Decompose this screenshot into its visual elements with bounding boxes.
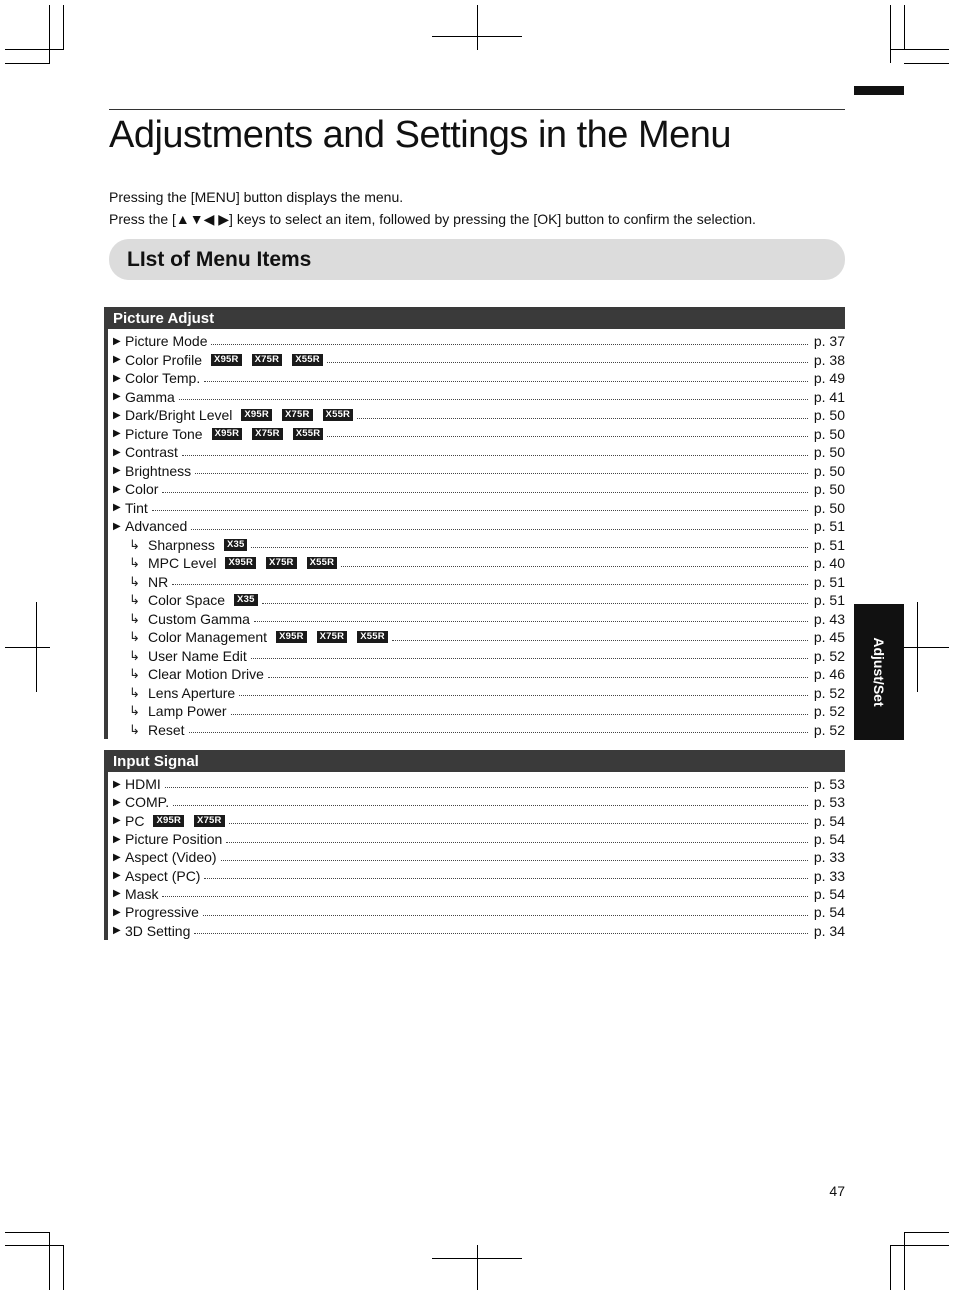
dot-leader [179,399,808,400]
menu-item-row [108,536,845,555]
page-reference: p. 50 [813,407,845,424]
intro-text [109,186,756,230]
return-arrow-icon: ↳ [129,536,140,552]
header-tab-bar [854,86,904,95]
dot-leader [172,584,808,585]
model-badge: X55R [293,428,324,440]
page-reference: p. 37 [813,333,845,350]
menu-item-row [108,885,845,903]
model-badge: X55R [357,631,388,643]
dot-leader [231,714,808,715]
menu-item-label: NR [148,573,169,590]
page-reference: p. 34 [813,922,845,939]
model-badge: X95R [153,815,184,827]
menu-item-row [108,480,845,499]
dot-leader [203,915,808,916]
return-arrow-icon: ↳ [129,684,140,700]
menu-item-row [108,610,845,629]
menu-item-row [108,443,845,462]
dot-leader [152,510,808,511]
menu-item-row [108,351,845,370]
menu-item-row [108,903,845,921]
page-reference: p. 50 [813,481,845,498]
menu-item-label: Contrast [125,444,178,461]
return-arrow-icon: ↳ [129,721,140,737]
triangle-right-icon: ▶ [113,428,121,440]
model-badge: X35 [234,594,258,606]
dot-leader [262,603,808,604]
page-reference: p. 52 [813,647,845,664]
menu-item-label: COMP. [125,794,170,811]
model-badge: X95R [276,631,307,643]
dot-leader [195,473,808,474]
return-arrow-icon: ↳ [129,573,140,589]
page-reference: p. 54 [813,904,845,921]
page-reference: p. 43 [813,610,845,627]
menu-item-label: Aspect (PC) [125,867,201,884]
dot-leader [229,823,808,824]
page-reference: p. 50 [813,499,845,516]
page-reference: p. 51 [813,518,845,535]
page-reference: p. 41 [813,388,845,405]
model-badges [212,428,324,440]
page-reference: p. 53 [813,794,845,811]
triangle-right-icon: ▶ [113,409,121,421]
dot-leader [251,658,808,659]
menu-item-label: Progressive [125,904,199,921]
triangle-right-icon: ▶ [113,833,121,845]
menu-item-row [108,628,845,647]
page-reference: p. 51 [813,592,845,609]
menu-item-label: Sharpness [148,536,215,553]
menu-item-label: Color Space [148,592,226,609]
triangle-right-icon: ▶ [113,778,121,790]
page-reference: p. 50 [813,425,845,442]
dot-leader [211,344,808,345]
page-reference: p. 52 [813,721,845,738]
model-badge: X75R [252,354,283,366]
dot-leader [239,695,808,696]
triangle-right-icon: ▶ [113,870,121,882]
menu-item-label: Tint [125,499,148,516]
dot-leader [327,362,808,363]
return-arrow-icon: ↳ [129,666,140,682]
menu-item-label: 3D Setting [125,922,191,939]
triangle-right-icon: ▶ [113,335,121,347]
side-tab [854,604,904,740]
list-heading: LIst of Menu Items [127,248,312,271]
menu-item-label: Gamma [125,388,175,405]
menu-item-row [108,573,845,592]
menu-item-row [108,921,845,939]
dot-leader [182,455,808,456]
menu-item-row [108,830,845,848]
model-badge: X75R [194,815,225,827]
page-reference: p. 49 [813,370,845,387]
menu-item-row [108,848,845,866]
menu-item-label: Reset [148,721,185,738]
menu-item-row [108,499,845,518]
menu-item-row [108,425,845,444]
menu-item-row [108,665,845,684]
intro-line: Pressing the [MENU] button displays the menu. [109,189,404,205]
page-reference: p. 40 [813,555,845,572]
dot-leader [341,566,808,567]
dot-leader [191,529,808,530]
triangle-right-icon: ▶ [113,906,121,918]
triangle-right-icon: ▶ [113,391,121,403]
triangle-right-icon: ▶ [113,465,121,477]
page-reference: p. 54 [813,885,845,902]
menu-item-row [108,554,845,573]
menu-item-label: Dark/Bright Level [125,407,233,424]
model-badge: X55R [292,354,323,366]
menu-item-label: Color Profile [125,351,203,368]
menu-item-label: Color [125,481,159,498]
menu-item-label: Lamp Power [148,703,227,720]
model-badge: X75R [282,409,313,421]
model-badge: X95R [212,428,243,440]
model-badges [211,354,323,366]
menu-item-row [108,647,845,666]
menu-item-label: Mask [125,885,159,902]
dot-leader [268,677,808,678]
menu-item-label: Color Management [148,629,268,646]
page-reference: p. 33 [813,867,845,884]
side-tab-label: Adjust/Set [871,637,887,707]
model-badge: X95R [225,557,256,569]
return-arrow-icon: ↳ [129,629,140,645]
model-badges [276,631,388,643]
menu-item-label: User Name Edit [148,647,247,664]
model-badge: X75R [252,428,283,440]
menu-item-label: Advanced [125,518,188,535]
menu-item-row [108,793,845,811]
model-badge: X75R [266,557,297,569]
model-badge: X75R [317,631,348,643]
dot-leader [251,547,808,548]
return-arrow-icon: ↳ [129,592,140,608]
model-badges [241,409,353,421]
menu-item-row [108,462,845,481]
section-title: Picture Adjust [107,307,845,329]
triangle-right-icon: ▶ [113,851,121,863]
page-reference: p. 54 [813,812,845,829]
model-badge: X95R [211,354,242,366]
page-reference: p. 46 [813,666,845,683]
triangle-right-icon: ▶ [113,888,121,900]
dot-leader [194,933,808,934]
return-arrow-icon: ↳ [129,610,140,626]
dot-leader [162,896,808,897]
menu-item-row [108,866,845,884]
model-badge: X35 [224,539,248,551]
title-rule [109,109,845,110]
menu-item-label: Picture Mode [125,333,208,350]
dot-leader [204,381,808,382]
return-arrow-icon: ↳ [129,555,140,571]
menu-item-label: MPC Level [148,555,217,572]
model-badges [225,557,337,569]
page-reference: p. 52 [813,703,845,720]
model-badges [234,594,258,606]
menu-item-label: PC [125,812,145,829]
page-reference: p. 51 [813,573,845,590]
return-arrow-icon: ↳ [129,647,140,663]
intro-line: Press the [▲▼◀ ▶] keys to select an item, followed by pressing the [OK] button to confirm the selection. [109,211,756,227]
page-reference: p. 50 [813,462,845,479]
menu-item-list [108,329,845,739]
model-badge: X95R [241,409,272,421]
menu-item-list [108,772,845,940]
page-reference: p. 53 [813,776,845,793]
triangle-right-icon: ▶ [113,483,121,495]
section-input-signal [104,750,845,940]
menu-item-label: Custom Gamma [148,610,250,627]
page-reference: p. 33 [813,849,845,866]
menu-item-label: Picture Tone [125,425,203,442]
dot-leader [392,640,808,641]
dot-leader [226,842,808,843]
page-reference: p. 54 [813,831,845,848]
menu-item-row [108,591,845,610]
model-badges [153,815,224,827]
triangle-right-icon: ▶ [113,925,121,937]
dot-leader [254,621,808,622]
menu-item-label: Color Temp. [125,370,201,387]
page-reference: p. 52 [813,684,845,701]
menu-item-row [108,775,845,793]
triangle-right-icon: ▶ [113,815,121,827]
menu-item-row [108,406,845,425]
list-heading-banner [109,239,845,280]
dot-leader [221,860,808,861]
menu-item-row [108,388,845,407]
menu-item-row [108,812,845,830]
menu-item-label: Lens Aperture [148,684,236,701]
menu-item-row [108,684,845,703]
page-reference: p. 50 [813,444,845,461]
triangle-right-icon: ▶ [113,502,121,514]
return-arrow-icon: ↳ [129,703,140,719]
page-reference: p. 38 [813,351,845,368]
menu-item-label: Clear Motion Drive [148,666,264,683]
model-badge: X55R [307,557,338,569]
page-reference: p. 51 [813,536,845,553]
triangle-right-icon: ▶ [113,446,121,458]
triangle-right-icon: ▶ [113,520,121,532]
dot-leader [162,492,808,493]
menu-item-row [108,517,845,536]
menu-item-label: Brightness [125,462,192,479]
menu-item-row [108,369,845,388]
page-number: 47 [829,1183,845,1199]
menu-item-row [108,332,845,351]
menu-item-label: Picture Position [125,831,223,848]
triangle-right-icon: ▶ [113,796,121,808]
section-title: Input Signal [107,750,845,772]
model-badge: X55R [323,409,354,421]
triangle-right-icon: ▶ [113,354,121,366]
dot-leader [204,878,808,879]
menu-item-label: HDMI [125,776,161,793]
triangle-right-icon: ▶ [113,372,121,384]
menu-item-label: Aspect (Video) [125,849,217,866]
dot-leader [165,787,808,788]
page-reference: p. 45 [813,629,845,646]
model-badges [224,539,248,551]
dot-leader [189,732,808,733]
section-picture-adjust [104,307,845,739]
page-title: Adjustments and Settings in the Menu [109,114,732,156]
dot-leader [173,805,808,806]
dot-leader [327,436,808,437]
menu-item-row [108,702,845,721]
menu-item-row [108,721,845,740]
dot-leader [357,418,808,419]
